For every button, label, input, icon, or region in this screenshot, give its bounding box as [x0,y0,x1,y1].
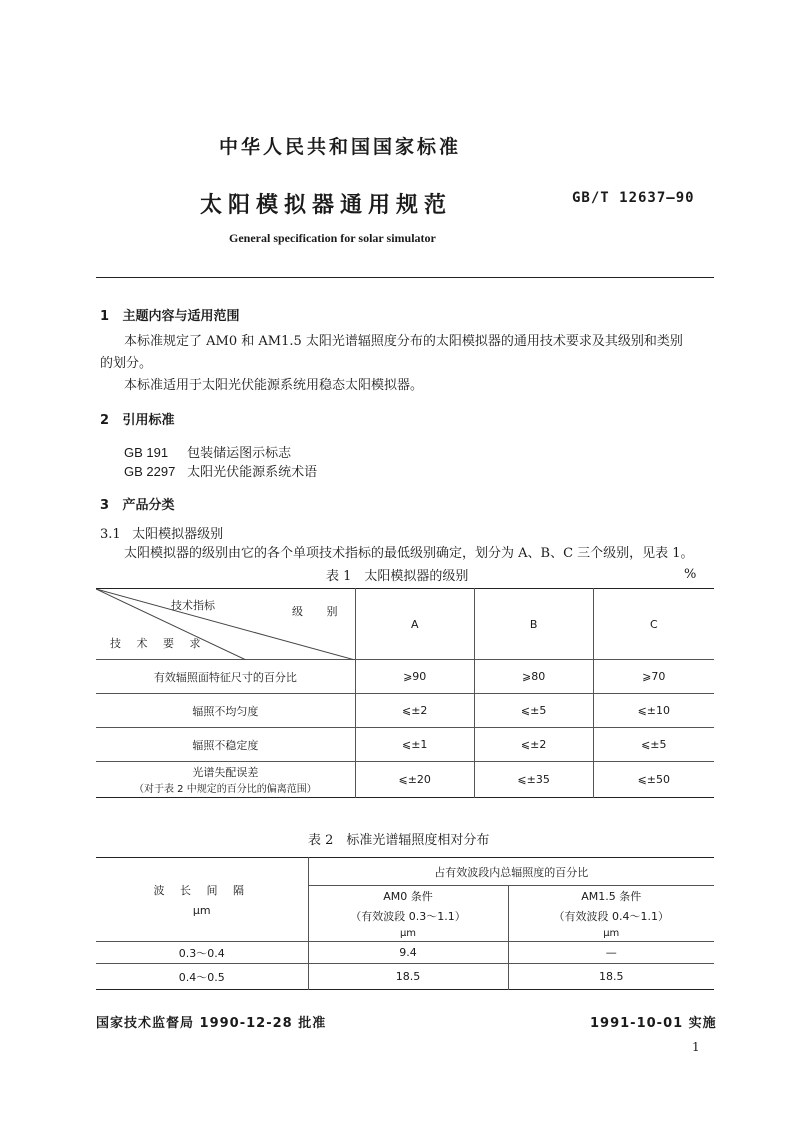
section-1-heading [100,305,240,324]
header-level: 级 别 [292,605,348,618]
page-number: 1 [692,1040,700,1054]
english-title: General specification for solar simulator [229,231,436,245]
table-row [96,694,714,728]
reference-code: GB 2297 [124,464,176,479]
section-3-1-para: 太阳模拟器的级别由它的各个单项技术指标的最低级别确定，划分为 A、B、C 三个级别，见表 1。 [124,546,694,561]
row-label [96,762,355,798]
section-1-title: 主题内容与适用范围 [122,309,240,324]
reference-title: 包装储运图示标志 [187,446,292,461]
section-2-title: 引用标准 [122,413,175,428]
section-2-number: 2 [100,413,110,428]
cell-value: ⩽±1 [355,728,474,762]
reference-code: GB 191 [124,445,169,460]
section-3-1-title: 太阳模拟器级别 [132,527,224,542]
row-label: 辐照不稳定度 [96,728,355,762]
row-label-line-1: 光谱失配误差 [192,766,259,779]
reference-item [124,461,317,480]
cell-value: ⩾90 [355,660,474,694]
approval-date: 国家技术监督局 1990-12-28 批准 [96,1016,327,1031]
table-1-caption: 表 1 太阳模拟器的级别 [326,569,469,584]
reference-item [124,442,291,461]
table-1-solar-simulator-levels [96,588,714,798]
cell-value: ⩾80 [474,660,593,694]
header-tech-requirement: 技 术 要 求 [110,637,207,650]
am15-value: — [508,942,714,964]
wavelength-interval-label: 波 长 间 隔 [153,884,250,897]
table-row [96,762,714,798]
cell-value: ⩽±50 [593,762,714,798]
table-1-unit: % [684,567,697,582]
section-1-para-1a: 本标准规定了 AM0 和 AM1.5 太阳光谱辐照度分布的太阳模拟器的通用技术要求及其级别和类别 [124,334,683,349]
section-2-heading [100,409,175,428]
cell-value: ⩽±20 [355,762,474,798]
national-standard-heading: 中华人民共和国国家标准 [218,136,461,158]
cell-value: ⩽±2 [355,694,474,728]
am0-range: （有效波段 0.3～1.1） [350,910,466,923]
am15-value: 18.5 [508,964,714,990]
row-label: 有效辐照面特征尺寸的百分比 [96,660,355,694]
table-row [96,942,714,964]
reference-title: 太阳光伏能源系统术语 [187,465,318,480]
am15-unit: μm [603,928,620,939]
table-1-header-diagonal-cell [96,589,355,660]
cell-value: ⩽±35 [474,762,593,798]
table-row [96,858,714,886]
header-tech-index: 技术指标 [171,599,215,612]
am15-title: AM1.5 条件 [581,890,642,903]
section-1-para-2: 本标准适用于太阳光伏能源系统用稳态太阳模拟器。 [124,378,424,393]
level-b-header: B [474,589,593,660]
am15-header [508,886,714,942]
wavelength-interval-header [96,858,308,942]
level-c-header: C [593,589,714,660]
cell-value: ⩽±5 [474,694,593,728]
section-3-1-number: 3.1 [100,527,121,542]
header-rule [96,277,714,278]
standard-code: GB/T 12637—90 [572,190,695,206]
am0-unit: μm [399,928,417,939]
wavelength-interval-unit: μm [192,904,211,917]
table-row [96,660,714,694]
table-row [96,589,714,660]
level-a-header: A [355,589,474,660]
row-label-line-2: （对于表 2 中规定的百分比的偏离范围） [134,784,317,795]
am15-range: （有效波段 0.4～1.1） [553,910,669,923]
table-2-spectral-irradiance-distribution [96,857,714,990]
interval-cell: 0.4～0.5 [96,964,308,990]
section-1-number: 1 [100,309,110,324]
section-3-heading [100,494,175,513]
table-2-caption: 表 2 标准光谱辐照度相对分布 [308,833,490,848]
am0-value: 18.5 [308,964,508,990]
am0-header [308,886,508,942]
interval-cell: 0.3～0.4 [96,942,308,964]
row-label: 辐照不均匀度 [96,694,355,728]
section-3-title: 产品分类 [122,498,175,513]
table-row [96,964,714,990]
section-3-number: 3 [100,498,110,513]
am0-value: 9.4 [308,942,508,964]
cell-value: ⩽±5 [593,728,714,762]
cell-value: ⩾70 [593,660,714,694]
table-row [96,728,714,762]
cell-value: ⩽±10 [593,694,714,728]
standard-title: 太阳模拟器通用规范 [200,193,453,218]
implementation-date: 1991-10-01 实施 [590,1016,717,1031]
section-1-para-1b: 的划分。 [100,356,153,371]
percentage-group-header: 占有效波段内总辐照度的百分比 [308,858,714,886]
am0-title: AM0 条件 [383,890,433,903]
cell-value: ⩽±2 [474,728,593,762]
